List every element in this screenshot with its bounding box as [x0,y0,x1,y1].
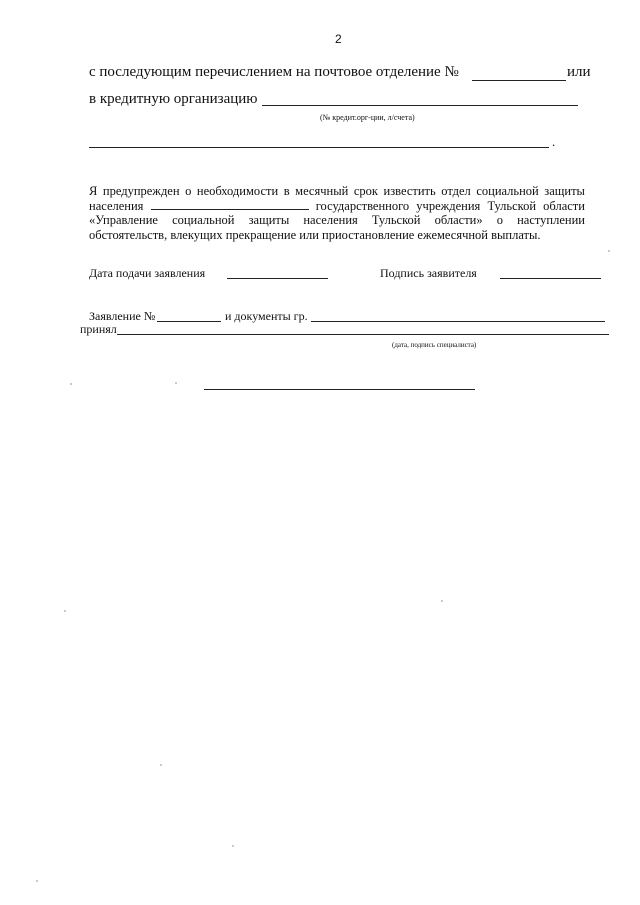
citizen-name-field[interactable] [311,321,605,322]
word: в [283,184,290,198]
word: Тульской [487,198,537,213]
application-no-field[interactable] [157,321,221,322]
scan-speck [70,383,72,385]
warning-last-line: обстоятельств, влекущих прекращение или приостановление ежемесячной выплаты. [89,227,541,242]
word: социальной [476,184,539,198]
scan-speck [175,382,177,384]
word: области» [434,213,483,228]
credit-org-text: в кредитную организацию [89,91,258,107]
word: области [543,198,585,213]
scan-speck [36,880,38,882]
application-no-label: Заявление № [89,309,156,323]
warning-line-4 [89,228,585,243]
post-office-number-field[interactable] [472,80,566,81]
warning-paragraph [89,184,585,242]
or-text: или [567,64,591,80]
word: о [496,213,503,228]
credit-org-field[interactable] [262,105,578,106]
date-label: Дата подачи заявления [89,266,206,280]
scan-speck [441,600,443,602]
word: социальной [172,213,235,228]
scan-speck [608,250,610,252]
word: наступлении [517,213,585,228]
scan-speck [160,764,162,766]
department-field[interactable] [151,199,309,210]
word: необходимости [196,184,279,198]
signature-label: Подпись заявителя [380,266,477,280]
word: населения [303,213,358,228]
specialist-caption: (дата, подпись специалиста) [392,341,477,349]
signature-field[interactable] [500,278,601,279]
word: отдел [441,184,471,198]
line-end-mark: . [552,134,556,149]
word: срок [353,184,378,198]
warning-line-3 [89,213,585,228]
word: предупрежден [102,184,180,198]
word: Тульской [371,213,421,228]
credit-org-caption: (№ кредит.орг-ции, л/счета) [320,113,415,122]
word: защиты [248,213,290,228]
word: учреждения [416,198,481,213]
warning-line-2 [89,199,585,214]
accepted-label: принял [80,322,117,336]
date-field[interactable] [227,278,328,279]
documents-label: и документы гр. [225,309,308,323]
word: «Управление [89,213,158,228]
closing-rule [204,389,475,390]
word: населения [89,198,144,213]
word: государственного [315,198,410,213]
word: месячный [295,184,349,198]
scan-speck [64,610,66,612]
accepted-by-field[interactable] [117,334,609,335]
scan-speck [232,845,234,847]
word: Я [89,184,98,198]
post-office-text: с последующим перечислением на почтовое отделение № [89,64,459,80]
page-number: 2 [335,32,342,46]
word: защиты [544,184,585,198]
warning-line-1 [89,184,585,199]
word: известить [383,184,436,198]
word: о [185,184,192,198]
account-field[interactable] [89,147,549,148]
